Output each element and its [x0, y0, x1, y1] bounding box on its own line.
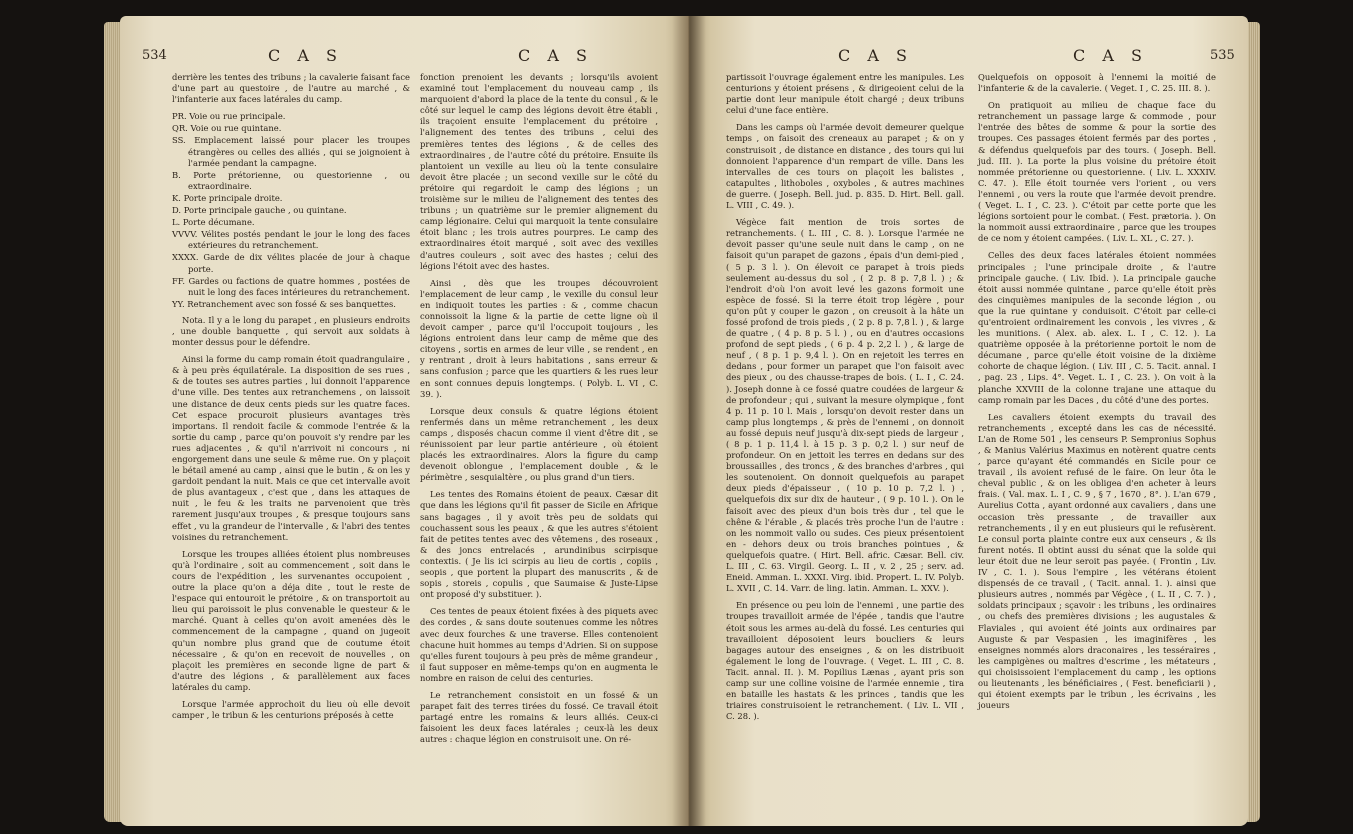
legend-item: FF. Gardes ou factions de quatre hommes , postées de nuit le long des faces intérieures du retranchement.: [172, 275, 410, 297]
legend-item: L. Porte décumane.: [172, 217, 255, 228]
paragraph: Ces tentes de peaux étoient fixées à des piquets avec des cordes , & sans doute soutenues comme les nôtres avec deux fourches & une traverse. Elles contenoient chacune huit hommes au temps d'Adrien. Si on suppose qu'elles furent toujours à peu près de même grandeur , il faut supposer en même-temps qu'on en augmenta le nombre en raison de celui des centuries.: [420, 606, 658, 683]
left-column-2: [420, 72, 658, 751]
left-page-number: 534: [142, 48, 167, 63]
paragraph: partissoit l'ouvrage également entre les manipules. Les centurions y étoient présens , & dirigeoient celui de la partie dont leur manipule étoit chargé ; deux tribuns celui d'une face entière.: [726, 72, 964, 116]
paragraph: Lorsque l'armée approchoit du lieu où elle devoit camper , le tribun & les centurions préposés à cette: [172, 698, 410, 721]
right-running-head-2: C A S: [1073, 46, 1148, 65]
right-page-edges: [1246, 22, 1260, 822]
legend-item: VVVV. Vélites postés pendant le jour le long des faces extérieures du retranchement.: [172, 229, 410, 251]
legend-item: SS. Emplacement laissé pour placer les troupes étrangères ou celles des alliés , qui se joignoient à l'armée pendant la campagne.: [172, 135, 410, 168]
legend-item: K. Porte principale droite.: [172, 192, 283, 203]
left-running-head-1: C A S: [268, 46, 343, 65]
paragraph: derrière les tentes des tribuns ; la cavalerie faisant face d'une part au questoire , de l'autre au marché , & l'infanterie aux faces latérales du camp.: [172, 72, 410, 105]
left-page: [120, 16, 688, 826]
paragraph: En présence ou peu loin de l'ennemi , une partie des troupes travailloit armée de l'épée , tandis que l'autre étoit sous les armes au-delà du fossé. Les centuries qui travailloient déposoient leurs boucliers & leurs bagages autour des enseignes , & on les distribuoit également le long de l'ouvrage. ( Veget. L. III , C. 8. Tacit. annal. II. ). M. Popilius Lænas , ayant pris son camp sur une colline voisine de l'armée ennemie , tira en bataille les hastats & les princes , tandis que les triaires construisoient le retranchement. ( Liv. L. VII , C. 28. ).: [726, 600, 964, 722]
book-gutter-shadow: [672, 16, 706, 826]
paragraph: Les cavaliers étoient exempts du travail des retranchements , excepté dans les cas de nécessité. L'an de Rome 501 , les censeurs P. Sempronius Sophus , & Manius Valérius Maximus en notèrent quatre cents , parce qu'ayant été commandés en Sicile pour ce travail , ils avoient refusé de le faire. On leur ôta le cheval public , & on les obligea d'en acheter à leurs frais. ( Val. max. L. I , C. 9 , § 7 , 1670 , 8°. ). L'an 679 , Aurelius Cotta , ayant ordonné aux cavaliers , dans une occasion très pressante , de travailler aux retranchements , il y en eut plusieurs qui le refusèrent. Le consul porta plainte contre eux aux censeurs , & ils furent notés. Il obtint aussi du sénat que la solde qui leur étoit due ne leur seroit pas payée. ( Frontin , Liv. IV , C. 1. ). Sous l'empire , les vétérans étoient dispensés de ce travail , ( Tacit. annal. 1. ). ainsi que plusieurs autres , nommés par Végèce , ( L. II , C. 7. ) , soldats principaux ; sçavoir : les tribuns , les ordinaires , ou chefs des premières divisions ; les augustales & Flaviales , qui avoient été joints aux ordinaires par Auguste & par Vespasien , les imaginifères , les enseignes nommés alors draconaires , les tesséraires , les campigènes ou maîtres d'escrime , les métateurs , qui choisissoient l'emplacement du camp , les options ou lieutenants , les bénéficiaires , ( Fest. beneficiarii ) , qui étoient exempts par le tribun , les écrivains , les joueurs: [978, 411, 1216, 711]
paragraph: Dans les camps où l'armée devoit demeurer quelque temps , on faisoit des creneaux au parapet ; & on y construisoit , de distance en distance , des tours qui lui donnoient l'apparence d'un rempart de ville. Dans les intervalles de ces tours on plaçoit les balistes , catapultes , lithoboles , oxyboles , & autres machines de guerre. ( Joseph. Bell. jud. p. 835. D. Hirt. Bell. gall. L. VIII , C. 49. ).: [726, 122, 964, 211]
legend-item: PR. Voie ou rue principale.: [172, 111, 286, 122]
left-column-1: [172, 72, 410, 727]
paragraph: Ainsi la forme du camp romain étoit quadrangulaire , & à peu près équilatérale. La disposition de ses rues , & de toutes ses autres parties , lui donnoit l'apparence d'une ville. Des tentes aux retranchemens , on laissoit une distance de deux cents pieds sur les quatre faces. Cet espace procuroit plusieurs avantages très importans. Il rendoit facile & commode l'entrée & la sortie du camp , parce qu'on pouvoit s'y rendre par les rues adjacentes , & qu'il n'arrivoit ni concours , ni engorgement dans une seule & même rue. On y plaçoit le bétail amené au camp , ainsi que le butin , & on les y gardoit pendant la nuit. Mais ce que cet intervalle avoit de plus avantageux , c'est que , dans les attaques de nuit , le feu & les traits ne parvenoient que très rarement jusqu'aux troupes , & presque toujours sans effet , vu la grandeur de l'intervalle , & l'abri des tentes voisines du retranchement.: [172, 354, 410, 542]
legend-item: QR. Voie ou rue quintane.: [172, 123, 282, 134]
paragraph: Végèce fait mention de trois sortes de retranchements. ( L. III , C. 8. ). Lorsque l'armée ne devoit passer qu'une seule nuit dans le camp , on ne faisoit qu'un parapet de gazons , épais d'un demi-pied , ( 5 p. 3 l. ). On élevoit ce parapet à trois pieds seulement au-dessus du sol , ( 2 p. 8 p. 7,8 l. ) ; & l'endroit d'où l'on avoit levé les gazons formoit une espèce de fossé. Si la terre étoit trop légère , pour qu'on pût y couper le gazon , on creusoit à la hâte un fossé profond de trois pieds , ( 2 p. 8 p. 7,8 l. ) , & large de quatre , ( 4 p. 8 p. 5 l. ) , ou en d'autres occasions profond de sept pieds , ( 6 p. 4 p. 2,2 l. ) , & large de neuf , ( 8 p. 1 p. 9,4 l. ). On en rejetoit les terres en dedans , pour former un parapet que l'on faisoit avec des pieux , ou des chausse-trapes de bois. ( L. I , C. 24. ). Joseph donne à ce fossé quatre coudées de largeur & de profondeur ; qui , suivant la mesure olympique , font 4 p. 11 p. 10 l. Mais , lorsqu'on devoit rester dans un camp plus longtemps , & près de l'ennemi , on donnoit au fossé depuis neuf jusqu'à dix-sept pieds de largeur , ( 8 p. 1 p. 11,4 l. à 15 p. 3 p. 0,2 l. ) sur neuf de profondeur. On en jettoit les terres en dedans sur des broussailles , des troncs , & des branches d'arbres , qui les soutenoient. On donnoit quelquefois au parapet deux pieds d'épaisseur , ( 10 p. 10 p. 7,2 l. ) , quelquefois dix sur dix de hauteur , ( 9 p. 10 l. ). On le faisoit avec des pieux d'un bois très dur , tel que le chêne & l'érable , & placés très proche l'un de l'autre : on les nommoit vallo ou sudes. Ces pieux présentoient en - dehors deux ou trois branches pointues , & quelquefois quatre. ( Hirt. Bell. afric. Cæsar. Bell. civ. L. III , C. 63. Virgil. Georg. L. II , v. 2 , 25 ; serv. ad. Eneid. Amman. L. XXXI. Virg. ibid. Propert. L. IV. Polyb. L. XVII , C. 14. Varr. de ling. latin. Amman. L. XXV. ).: [726, 217, 964, 594]
paragraph: Ainsi , dès que les troupes découvroient l'emplacement de leur camp , le vexille du consul leur en indiquoit toutes les parties : & , comme chacun connoissoit la ligne & la partie de cette ligne où il devoit camper , parce qu'il l'occupoit toujours , les légions entroient dans leur camp de même que des citoyens , sortis en armes de leur ville , se rendent , en y rentrant , droit à leurs habitations , sans erreur & sans confusion ; parce que les quartiers & les rues leur en sont connues depuis longtemps. ( Polyb. L. VI , C. 39. ).: [420, 277, 658, 399]
paragraph: fonction prenoient les devants ; lorsqu'ils avoient examiné tout l'emplacement du nouveau camp , ils marquoient d'abord la place de la tente du consul , & le côté sur lequel le camp des légions devoit être établi , ils traçoient ensuite l'emplacement du prétoire , l'alignement des tentes des tribuns , celui des premières tentes des légions , & de celles des extraordinaires , de l'autre côté du prétoire. Ensuite ils plantoient un vexille au lieu où la tente consulaire devoit être placée ; un second vexille sur le côté du prétoire qui regardoit le camp des légions ; un troisième sur le milieu de l'alignement des tentes des tribuns ; un quatrième sur le premier alignement du camp légionaire. Celui qui marquoit la tente consulaire étoit blanc ; les trois autres pourpres. Le camp des extraordinaires étoit marqué , soit avec des vexilles d'autres couleurs , soit avec des hastes ; celui des légions l'étoit avec des hastes.: [420, 72, 658, 271]
legend-item: D. Porte principale gauche , ou quintane.: [172, 205, 347, 216]
paragraph: On pratiquoit au milieu de chaque face du retranchement un passage large & commode , pour l'entrée des bêtes de somme & pour la sortie des troupes. Ces passages étoient fermés par des portes , & défendus quelquefois par des tours. ( Joseph. Bell. jud. III. ). La porte la plus voisine du prétoire étoit nommée prétorienne ou questorienne. ( Liv. L. XXXIV. C. 47. ). Elle étoit tournée vers l'orient , ou vers l'ennemi , ou vers la route que l'armée devoit prendre. ( Veget. L. I , C. 23. ). C'étoit par cette porte que les légions sortoient pour le combat. ( Fest. prætoria. ). On la nommoit aussi extraordinaire , parce que les troupes de ce nom y étoient campées. ( Liv. L. XL , C. 27. ).: [978, 100, 1216, 244]
legend-item: XXXX. Garde de dix vélites placée de jour à chaque porte.: [172, 252, 410, 274]
paragraph: Celles des deux faces latérales étoient nommées principales ; l'une principale droite , & l'autre principale gauche. ( Liv. Ibid. ). La principale gauche étoit aussi nommée quintane , parce qu'elle étoit près des cinquièmes manipules de la seconde légion , ou que la rue quintane y conduisoit. C'étoit par celle-ci qu'entroient ordinairement les convois , les vivres , & les munitions. ( Alex. ab. alex. L. I , C. 12. ). La quatrième opposée à la prétorienne portoit le nom de décumane , parce qu'elle étoit voisine de la dixième cohorte de chaque légion. ( Liv. III , C. 5. Tacit. annal. I , pag. 23 , Lips. 4°. Veget. L. I , C. 23. ). On voit à la planche XXVIII de la colonne trajane une attaque du camp romain par les Daces , du côté d'une des portes.: [978, 250, 1216, 405]
right-running-head-1: C A S: [838, 46, 913, 65]
left-running-head-2: C A S: [518, 46, 593, 65]
paragraph: Les tentes des Romains étoient de peaux. Cæsar dit que dans les légions qu'il fit passer de Sicile en Afrique sans bagages , il y avoit très peu de soldats qui couchassent sous les peaux , & que les autres s'étoient fait de petites tentes avec des vêtemens , des roseaux , & des joncs entrelacés , arundinibus scirpisque contextis. ( Je lis ici scirpis au lieu de cortis , copiis , seopis , que portent la plupart des manuscrits , & de sopis , storeis , copulis , que Saumaise & Juste-Lipse ont proposé d'y substituer. ).: [420, 489, 658, 600]
right-column-1: [726, 72, 964, 728]
right-column-2: [978, 72, 1216, 717]
legend-item: YY. Retranchement avec son fossé & ses banquettes.: [172, 298, 396, 309]
plan-legend: [172, 111, 410, 310]
paragraph: Lorsque deux consuls & quatre légions étoient renfermés dans un même retranchement , les deux camps , disposés chacun comme il vient d'être dit , se réunissoient par leur partie antérieure , où étoient placés les extraordinaires. Alors la figure du camp devenoit oblongue , l'emplacement double , & le périmètre , sesquialtère , ou plus grand d'un tiers.: [420, 405, 658, 483]
right-page: [688, 16, 1248, 826]
nota: Nota. Il y a le long du parapet , en plusieurs endroits , une double banquette , qui servoit aux soldats à monter dessus pour le défendre.: [172, 314, 410, 348]
paragraph: Quelquefois on opposoit à l'ennemi la moitié de l'infanterie & de la cavalerie. ( Veget. I , C. 25. III. 8. ).: [978, 72, 1216, 94]
legend-item: B. Porte prétorienne, ou questorienne , ou extraordinaire.: [172, 169, 410, 191]
paragraph: Lorsque les troupes alliées étoient plus nombreuses qu'à l'ordinaire , soit au commencement , soit dans le cours de l'expédition , les survenantes occupoient , outre la place qu'on a déja dite , tout le reste de l'espace qui entouroit le prétoire , & on transportoit au lieu qui paroissoit le plus convenable le questeur & le marché. Quant à celles qu'on avoit amenées dès le commencement de la campagne , quand on jugeoit qu'un nombre plus grand que de coutume étoit nécessaire , & qu'on en recevoit de nouvelles , on plaçoit les premières en seconde ligne de part & d'autre des légions , & parallèlement aux faces latérales du camp.: [172, 548, 410, 692]
right-page-number: 535: [1210, 48, 1235, 63]
paragraph: Le retranchement consistoit en un fossé & un parapet fait des terres tirées du fossé. Ce travail étoit partagé entre les romains & leurs alliés. Ceux-ci faisoient les deux faces latérales ; ceux-là les deux autres : chaque légion en construisoit une. On ré-: [420, 689, 658, 745]
